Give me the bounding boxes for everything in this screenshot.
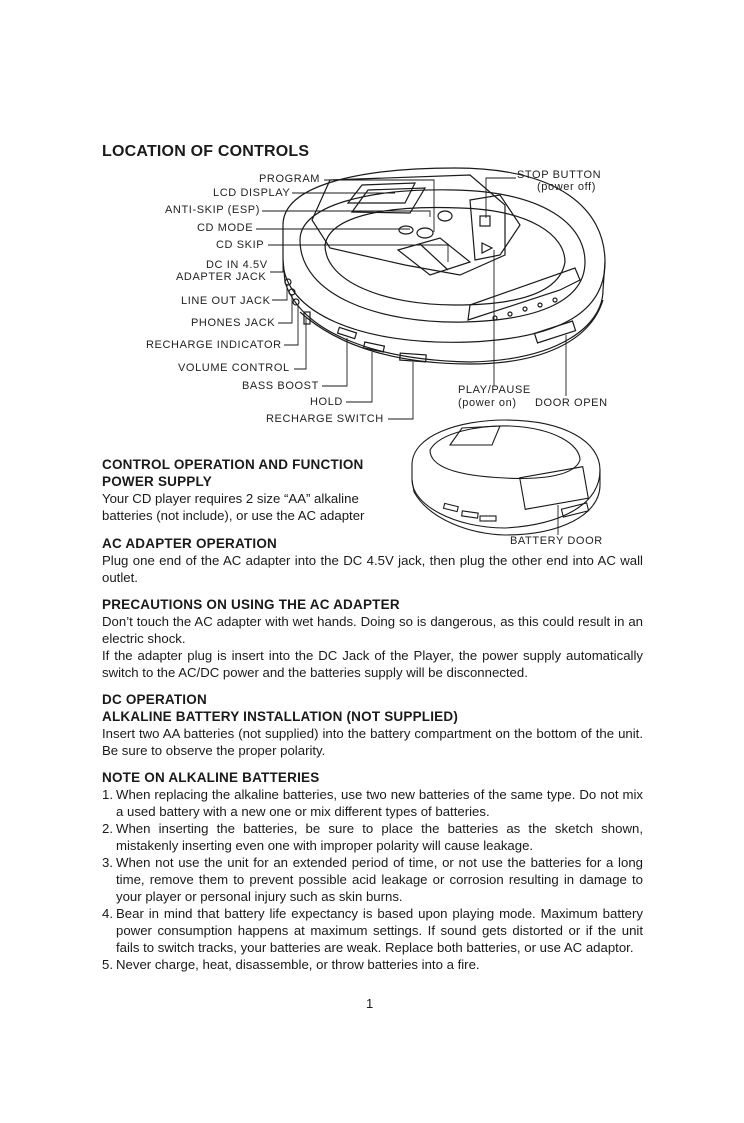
label-stop-power-off: (power off) [537,181,596,193]
precautions-text-2: If the adapter plug is insert into the DC Jack of the Player, the power supply automatically switch to the AC/DC power and the batteries supply will be disconnected. [102,648,643,680]
label-stop-button: STOP BUTTON [517,169,602,181]
label-line-out: LINE OUT JACK [181,295,271,307]
precautions-heading: PRECAUTIONS ON USING THE AC ADAPTER [102,597,400,612]
label-anti-skip: ANTI-SKIP (ESP) [165,204,260,216]
notes-section [102,769,643,973]
label-cd-mode: CD MODE [197,222,254,234]
label-play-power-on: (power on) [458,397,517,409]
ac-adapter-heading: AC ADAPTER OPERATION [102,536,278,551]
label-hold: HOLD [310,396,343,408]
lid-ring [300,190,585,322]
list-item: 5. Never charge, heat, disassemble, or throw batteries into a fire. [102,957,480,972]
control-operation-intro [102,456,412,524]
notes-heading: NOTE ON ALKALINE BATTERIES [102,770,320,785]
front-strip [468,268,580,320]
label-cd-skip: CD SKIP [216,239,265,251]
label-play-pause: PLAY/PAUSE [458,384,531,396]
label-adapter-jack: ADAPTER JACK [176,271,267,283]
precautions-section [102,596,643,681]
door-open-slider [534,321,575,343]
ac-adapter-text: Plug one end of the AC adapter into the DC 4.5V jack, then plug the other end into AC wall outlet. [102,553,643,585]
label-dc-in: DC IN 4.5V [206,259,268,271]
label-lcd-display: LCD DISPLAY [213,187,291,199]
notes-list [102,786,643,973]
precautions-text-1: Don’t touch the AC adapter with wet hands. Doing so is dangerous, as this could result in an electric shock. [102,614,643,646]
label-battery-door: BATTERY DOOR [510,535,603,547]
label-door-open: DOOR OPEN [535,397,608,409]
dc-operation-section [102,691,643,759]
label-program: PROGRAM [259,173,321,185]
list-item: 4. Bear in mind that battery life expectancy is based upon playing mode. Maximum battery power consumption happens at maximum settings. If sound gets distorted or if the unit fails to switch tracks, your batteries are weak. Replace both batteries, or use AC adaptor. [102,906,643,955]
battery-installation-heading: ALKALINE BATTERY INSTALLATION (NOT SUPPLIED) [102,709,459,724]
ac-adapter-section [102,535,643,586]
label-phones: PHONES JACK [191,317,276,329]
button-mode [399,226,413,234]
player-top-outline [283,168,605,342]
label-bass-boost: BASS BOOST [242,380,319,392]
label-recharge-switch: RECHARGE SWITCH [266,413,384,425]
power-supply-text: Your CD player requires 2 size “AA” alkaline batteries (not include), or use the AC adapter [102,491,365,523]
bottom-view-outline [412,420,600,528]
button-program [417,228,433,238]
player-side-outline [283,260,605,362]
lid-inner [325,207,565,305]
battery-door [520,467,589,510]
control-operation-heading: CONTROL OPERATION AND FUNCTION [102,457,364,472]
label-volume: VOLUME CONTROL [178,362,290,374]
power-supply-heading: POWER SUPPLY [102,474,212,489]
dc-operation-heading: DC OPERATION [102,692,207,707]
player-bottom-rim [300,300,603,364]
page-number: 1 [366,996,374,1011]
play-stop-panel [470,195,520,260]
list-item: 2. When inserting the batteries, be sure to place the batteries as the sketch shown, mistakenly inserting even one with improper polarity will cause leakage. [102,821,643,853]
label-recharge-indicator: RECHARGE INDICATOR [146,339,282,351]
battery-installation-text: Insert two AA batteries (not supplied) into the battery compartment on the bottom of the unit. Be sure to observe the proper polarity. [102,726,643,758]
list-item: 3. When not use the unit for an extended period of time, or not use the batteries for a long time, remove them to prevent possible acid leakage or corrosion resulting in damage to your player or personal injury such as skin burns. [102,855,643,904]
button-esp [438,211,452,221]
section-title: LOCATION OF CONTROLS [102,143,310,160]
list-item: 1. When replacing the alkaline batteries, use two new batteries of the same type. Do not mix a used battery with a new one or mix different types of batteries. [102,787,643,819]
